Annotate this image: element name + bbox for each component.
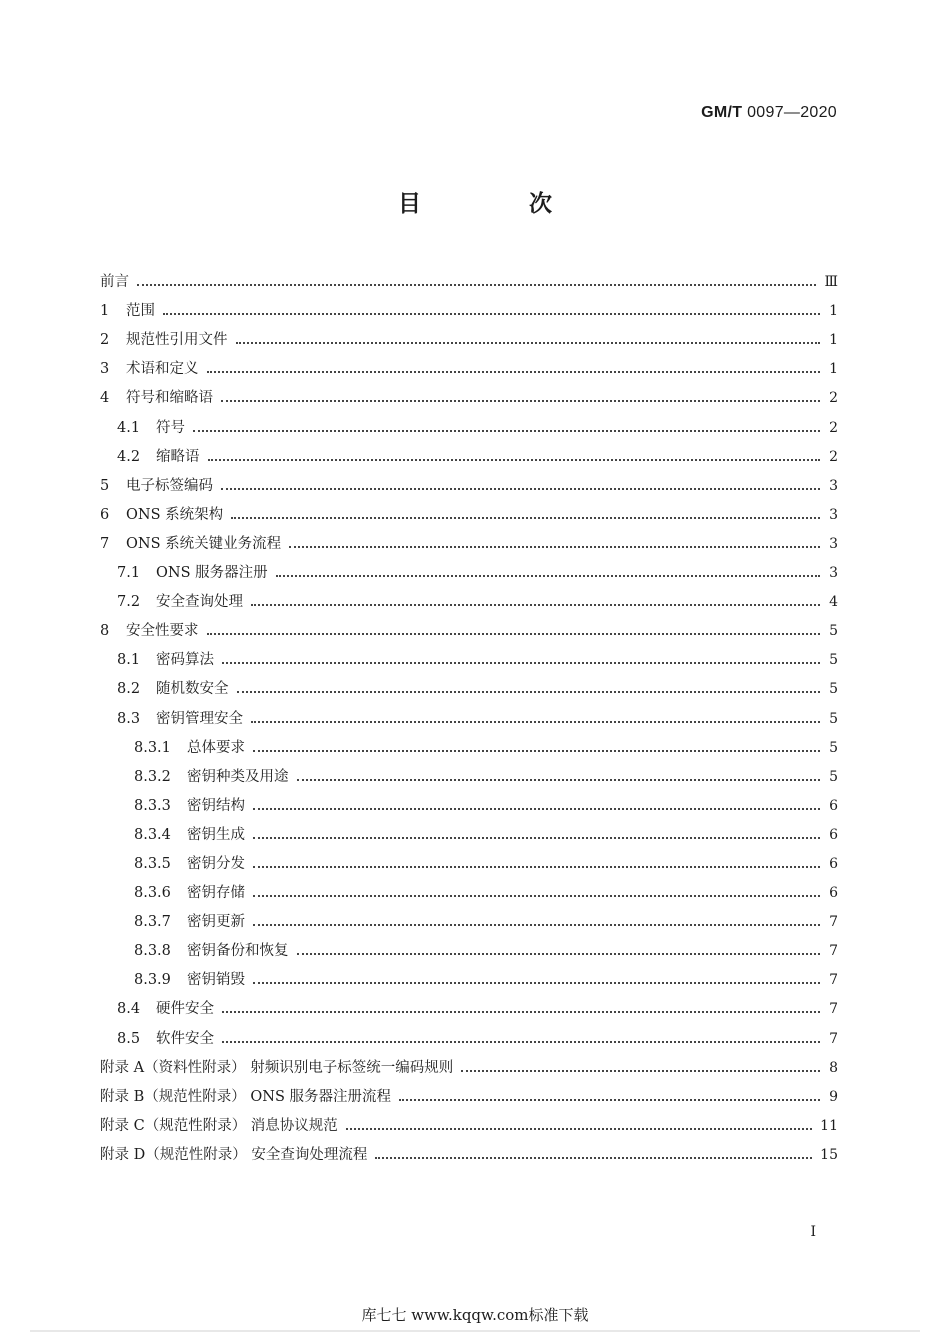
toc-entry-label: 密钥销毁 bbox=[187, 972, 245, 989]
toc-entry-page: 1 bbox=[829, 332, 838, 349]
toc-entry-label: 硬件安全 bbox=[156, 1001, 214, 1018]
toc-entry[interactable] bbox=[100, 1135, 838, 1164]
toc-entry[interactable] bbox=[100, 466, 838, 495]
toc-entry-number: 3 bbox=[100, 361, 110, 378]
toc-entry[interactable] bbox=[100, 757, 838, 786]
toc-dot-leader bbox=[253, 808, 820, 810]
toc-dot-leader bbox=[399, 1099, 820, 1101]
toc-entry[interactable] bbox=[100, 1106, 838, 1135]
toc-entry-label: 密钥管理安全 bbox=[156, 710, 243, 727]
toc-entry[interactable] bbox=[100, 902, 838, 931]
toc-entry[interactable] bbox=[100, 844, 838, 873]
toc-entry-page: 3 bbox=[829, 477, 838, 494]
toc-dot-leader bbox=[222, 1041, 820, 1043]
toc-entry-page: 3 bbox=[829, 565, 838, 582]
toc-entry[interactable] bbox=[100, 553, 838, 582]
toc-entry-number: 8.4 bbox=[117, 1001, 141, 1018]
toc-entry-label: 密钥备份和恢复 bbox=[187, 943, 289, 960]
toc-entry-number: 8.3.8 bbox=[134, 943, 171, 960]
toc-dot-leader bbox=[231, 517, 820, 519]
toc-entry[interactable] bbox=[100, 989, 838, 1018]
toc-dot-leader bbox=[297, 953, 821, 955]
watermark-footer: 库七七 www.kqqw.com标准下载 bbox=[361, 1306, 589, 1324]
toc-entry-label: 密钥种类及用途 bbox=[187, 768, 289, 785]
toc-entry-label: 规范性引用文件 bbox=[126, 332, 228, 349]
toc-entry[interactable] bbox=[100, 407, 838, 436]
toc-entry-number: 8.3.9 bbox=[134, 972, 171, 989]
toc-dot-leader bbox=[207, 633, 821, 635]
toc-entry-number: 8.2 bbox=[117, 681, 141, 698]
toc-entry-label: ONS 服务器注册 bbox=[156, 565, 268, 582]
toc-entry-number: 4.2 bbox=[117, 448, 141, 465]
toc-entry-label: ONS 系统关键业务流程 bbox=[126, 535, 282, 552]
toc-dot-leader bbox=[221, 400, 820, 402]
toc-entry-page: 5 bbox=[829, 710, 838, 727]
table-of-contents bbox=[100, 262, 838, 1164]
toc-entry-label: 附录 C（规范性附录） 消息协议规范 bbox=[100, 1117, 338, 1134]
toc-entry-label: 范围 bbox=[126, 303, 155, 320]
toc-entry-label: 密码算法 bbox=[156, 652, 214, 669]
toc-entry[interactable] bbox=[100, 378, 838, 407]
toc-entry-number: 7.1 bbox=[117, 565, 141, 582]
toc-entry[interactable] bbox=[100, 669, 838, 698]
toc-entry[interactable] bbox=[100, 1077, 838, 1106]
standard-code-prefix: GM/T bbox=[701, 104, 743, 121]
toc-entry[interactable] bbox=[100, 582, 838, 611]
toc-entry-label: 密钥分发 bbox=[187, 855, 245, 872]
toc-entry-page: 7 bbox=[829, 1001, 838, 1018]
toc-dot-leader bbox=[253, 866, 820, 868]
toc-entry-page: 7 bbox=[829, 943, 838, 960]
toc-dot-leader bbox=[137, 284, 816, 286]
toc-dot-leader bbox=[251, 721, 820, 723]
toc-entry-number: 4.1 bbox=[117, 419, 141, 436]
toc-entry-page: 7 bbox=[829, 972, 838, 989]
toc-entry-number: 2 bbox=[100, 332, 110, 349]
page-title: 目 次 bbox=[397, 190, 602, 217]
toc-dot-leader bbox=[253, 837, 820, 839]
footer-divider bbox=[30, 1330, 920, 1332]
toc-dot-leader bbox=[207, 371, 821, 373]
toc-entry-number: 8.3.2 bbox=[134, 768, 171, 785]
toc-entry[interactable] bbox=[100, 320, 838, 349]
toc-entry-label: 总体要求 bbox=[187, 739, 245, 756]
toc-entry-label: 安全性要求 bbox=[126, 623, 199, 640]
toc-dot-leader bbox=[251, 604, 820, 606]
toc-entry-page: 5 bbox=[829, 652, 838, 669]
toc-entry-label: 密钥生成 bbox=[187, 826, 245, 843]
toc-entry-label: 附录 B（规范性附录） ONS 服务器注册流程 bbox=[100, 1088, 391, 1105]
toc-entry-label: ONS 系统架构 bbox=[126, 506, 224, 523]
toc-entry-number: 7 bbox=[100, 535, 110, 552]
toc-entry-page: 15 bbox=[820, 1146, 838, 1163]
toc-dot-leader bbox=[253, 982, 820, 984]
toc-entry-page: 6 bbox=[829, 855, 838, 872]
toc-entry-label: 符号 bbox=[156, 419, 185, 436]
toc-entry-page: 6 bbox=[829, 885, 838, 902]
toc-entry[interactable] bbox=[100, 495, 838, 524]
toc-entry-page: 2 bbox=[829, 419, 838, 436]
toc-entry-page: 4 bbox=[829, 594, 838, 611]
toc-entry[interactable] bbox=[100, 698, 838, 727]
toc-entry-number: 8.1 bbox=[117, 652, 141, 669]
toc-dot-leader bbox=[276, 575, 820, 577]
toc-entry-label: 密钥更新 bbox=[187, 914, 245, 931]
toc-dot-leader bbox=[253, 895, 820, 897]
toc-entry[interactable] bbox=[100, 640, 838, 669]
toc-entry-page: 1 bbox=[829, 303, 838, 320]
toc-entry[interactable] bbox=[100, 786, 838, 815]
toc-entry-page: 2 bbox=[829, 390, 838, 407]
toc-entry-label: 密钥存储 bbox=[187, 885, 245, 902]
toc-entry-page: 2 bbox=[829, 448, 838, 465]
toc-entry-page: 3 bbox=[829, 506, 838, 523]
toc-entry-page: 3 bbox=[829, 535, 838, 552]
toc-entry-page: 6 bbox=[829, 797, 838, 814]
toc-entry-label: 软件安全 bbox=[156, 1030, 214, 1047]
page-number: I bbox=[810, 1224, 816, 1240]
toc-entry-page: 5 bbox=[829, 681, 838, 698]
toc-entry-number: 8.3.5 bbox=[134, 855, 171, 872]
toc-entry-number: 8 bbox=[100, 623, 110, 640]
toc-entry-label: 密钥结构 bbox=[187, 797, 245, 814]
toc-entry[interactable] bbox=[100, 960, 838, 989]
toc-entry-page: 7 bbox=[829, 914, 838, 931]
toc-entry-label: 电子标签编码 bbox=[126, 477, 213, 494]
toc-entry[interactable] bbox=[100, 728, 838, 757]
toc-entry-number: 5 bbox=[100, 477, 110, 494]
toc-entry-number: 6 bbox=[100, 506, 110, 523]
toc-entry[interactable] bbox=[100, 437, 838, 466]
toc-dot-leader bbox=[222, 662, 820, 664]
toc-entry-label: 随机数安全 bbox=[156, 681, 229, 698]
toc-entry-number: 8.3.1 bbox=[134, 739, 171, 756]
toc-entry[interactable] bbox=[100, 262, 838, 291]
toc-entry[interactable] bbox=[100, 931, 838, 960]
toc-dot-leader bbox=[193, 430, 820, 432]
toc-entry[interactable] bbox=[100, 1018, 838, 1047]
toc-dot-leader bbox=[221, 488, 820, 490]
toc-entry-page: 5 bbox=[829, 739, 838, 756]
toc-entry-label: 附录 D（规范性附录） 安全查询处理流程 bbox=[100, 1146, 368, 1163]
toc-entry-number: 8.3.6 bbox=[134, 885, 171, 902]
toc-entry-label: 前言 bbox=[100, 274, 129, 291]
toc-entry-label: 术语和定义 bbox=[126, 361, 199, 378]
toc-dot-leader bbox=[375, 1157, 812, 1159]
toc-entry-number: 4 bbox=[100, 390, 110, 407]
toc-entry-page: 8 bbox=[829, 1059, 838, 1076]
toc-dot-leader bbox=[253, 924, 820, 926]
toc-entry-label: 符号和缩略语 bbox=[126, 390, 213, 407]
toc-entry[interactable] bbox=[100, 524, 838, 553]
standard-code-number: 0097—2020 bbox=[747, 104, 837, 121]
toc-dot-leader bbox=[222, 1011, 820, 1013]
toc-dot-leader bbox=[163, 313, 820, 315]
toc-entry-number: 8.3.7 bbox=[134, 914, 171, 931]
toc-entry-label: 附录 A（资料性附录） 射频识别电子标签统一编码规则 bbox=[100, 1059, 454, 1076]
toc-entry-page: 7 bbox=[829, 1030, 838, 1047]
toc-dot-leader bbox=[208, 459, 821, 461]
toc-entry[interactable] bbox=[100, 611, 838, 640]
toc-entry[interactable] bbox=[100, 1048, 838, 1077]
toc-entry-label: 安全查询处理 bbox=[156, 594, 243, 611]
toc-entry-number: 1 bbox=[100, 303, 110, 320]
toc-dot-leader bbox=[236, 342, 821, 344]
toc-entry-page: 6 bbox=[829, 826, 838, 843]
toc-entry-label: 缩略语 bbox=[156, 448, 200, 465]
toc-dot-leader bbox=[297, 779, 821, 781]
toc-entry-number: 8.3.4 bbox=[134, 826, 171, 843]
toc-entry[interactable] bbox=[100, 815, 838, 844]
toc-entry-page: Ⅲ bbox=[824, 274, 838, 291]
toc-entry-page: 5 bbox=[829, 768, 838, 785]
toc-entry[interactable] bbox=[100, 873, 838, 902]
toc-dot-leader bbox=[346, 1128, 812, 1130]
toc-dot-leader bbox=[461, 1070, 820, 1072]
toc-entry[interactable] bbox=[100, 291, 838, 320]
standard-code bbox=[701, 104, 837, 122]
toc-entry-number: 8.3 bbox=[117, 710, 141, 727]
toc-entry-number: 7.2 bbox=[117, 594, 141, 611]
toc-dot-leader bbox=[253, 750, 820, 752]
toc-entry-page: 9 bbox=[829, 1088, 838, 1105]
toc-entry-number: 8.5 bbox=[117, 1030, 141, 1047]
toc-entry-page: 5 bbox=[829, 623, 838, 640]
toc-entry-number: 8.3.3 bbox=[134, 797, 171, 814]
toc-dot-leader bbox=[289, 546, 820, 548]
toc-dot-leader bbox=[237, 691, 821, 693]
toc-entry-page: 11 bbox=[820, 1117, 838, 1134]
toc-entry[interactable] bbox=[100, 349, 838, 378]
toc-entry-page: 1 bbox=[829, 361, 838, 378]
